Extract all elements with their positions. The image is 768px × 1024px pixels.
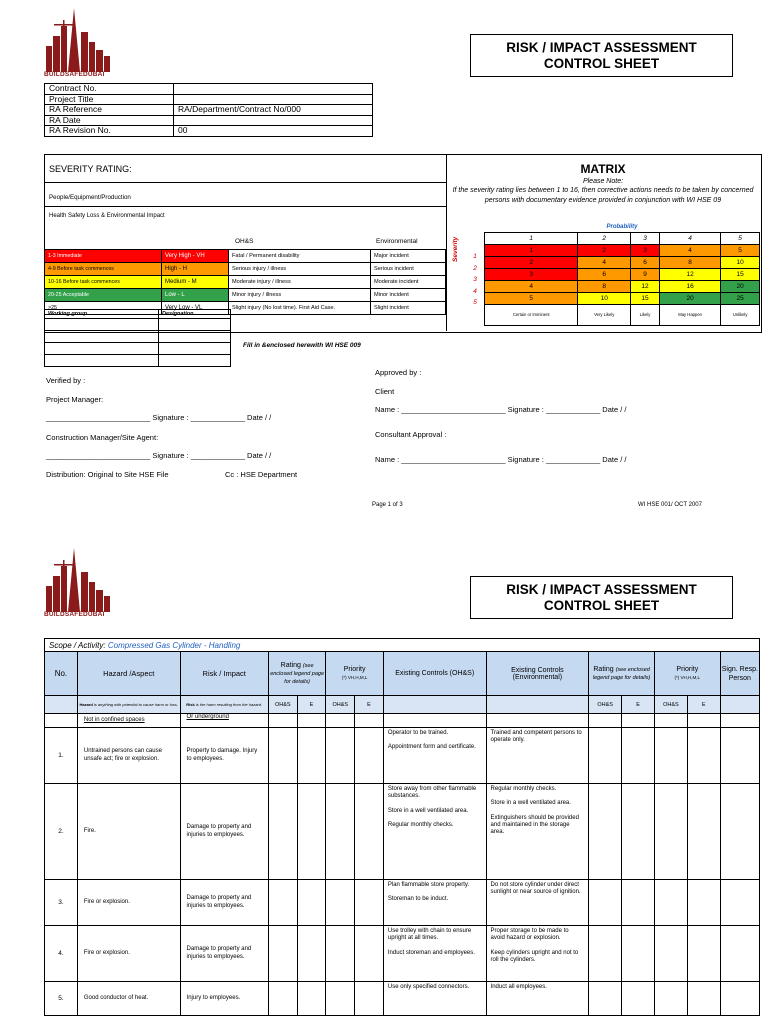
existing-env-cell: Induct all employees. — [486, 982, 589, 1016]
existing-ohs-cell — [383, 714, 486, 728]
env-col-header: Environmental — [376, 238, 418, 245]
severity-range: >25 — [45, 302, 162, 315]
hazard-definition — [77, 696, 180, 714]
page-title-line1: RISK / IMPACT ASSESSMENT — [506, 582, 697, 597]
severity-number: 4 — [473, 287, 477, 295]
severity-ohs: Slight injury (No lost time). First Aid Case. — [229, 302, 371, 315]
matrix-cell: 15 — [721, 269, 760, 281]
sub-e: E — [622, 696, 655, 714]
page-title-line2: CONTROL SHEET — [543, 56, 660, 71]
rating-cell[interactable] — [355, 728, 384, 784]
rating-cell[interactable] — [589, 784, 622, 880]
rating-cell[interactable] — [687, 784, 720, 880]
page-title-box — [470, 34, 733, 77]
rating-cell[interactable] — [268, 728, 297, 784]
rating-label: Rating — [280, 661, 301, 669]
info-label: RA Reference — [45, 105, 174, 116]
rating-cell[interactable] — [654, 926, 687, 982]
severity-level: High - H — [162, 263, 229, 276]
existing-ohs-cell: Use only specified connectors. — [383, 982, 486, 1016]
rating-cell[interactable] — [589, 926, 622, 982]
risk-cell: Damage to property and injuries to employees. — [180, 784, 268, 880]
table-row — [45, 784, 760, 880]
info-value[interactable] — [174, 84, 373, 95]
rating-label: Rating — [593, 665, 614, 673]
rating-cell[interactable] — [654, 784, 687, 880]
matrix-cell: 9 — [631, 269, 660, 281]
severity-ohs: Serious injury / illness — [229, 263, 371, 276]
col-no: No. — [45, 652, 78, 696]
severity-number: 5 — [473, 299, 477, 306]
severity-axis-label: Severity — [452, 236, 459, 262]
row-number: 2. — [45, 784, 78, 880]
info-row — [45, 115, 373, 126]
rating-cell[interactable] — [326, 728, 355, 784]
contract-info-table — [44, 83, 373, 137]
severity-number: 1 — [473, 253, 477, 260]
hazard-cell: Untrained persons can cause unsafe act; fire or explosion. — [77, 728, 180, 784]
info-value[interactable]: RA/Department/Contract No/000 — [174, 105, 373, 116]
severity-row — [45, 276, 446, 289]
table-row — [45, 982, 760, 1016]
info-label: Contract No. — [45, 84, 174, 95]
health-line: Health Safety Loss & Environmental Impact — [49, 213, 165, 219]
client-label: Client — [375, 387, 395, 396]
matrix-prob-label: Unlikely — [721, 305, 760, 326]
matrix-cell: 12 — [660, 269, 721, 281]
hazard-definition-bold: Hazard — [79, 702, 93, 707]
rating-cell[interactable] — [720, 784, 759, 880]
matrix-cell: 25 — [721, 293, 760, 305]
rating-note: (see enclosed legend page for details) — [592, 666, 651, 681]
sub-ohs: OH&S — [268, 696, 297, 714]
priority-label: Priority — [343, 665, 366, 673]
severity-env: Minor incident — [371, 289, 446, 302]
info-label: RA Revision No. — [45, 126, 174, 137]
rating-cell[interactable] — [326, 926, 355, 982]
cc-text: Cc : HSE Department — [225, 470, 298, 479]
matrix-cell: 5 — [721, 245, 760, 257]
col-priority-2 — [654, 652, 720, 696]
matrix-cell: 20 — [660, 293, 721, 305]
existing-ohs-cell: Operator to be trained. Appointment form and certificate. — [383, 728, 486, 784]
company-logo-page2 — [44, 546, 112, 618]
severity-range: 1-3 Immediate — [45, 250, 162, 263]
info-row — [45, 84, 373, 95]
rating-cell[interactable] — [720, 982, 759, 1016]
matrix-cell: 15 — [631, 293, 660, 305]
rating-cell[interactable] — [355, 926, 384, 982]
col-sign: Sign. Resp. Person — [720, 652, 759, 696]
rating-cell[interactable] — [355, 784, 384, 880]
hazard-cell: Fire or explosion. — [77, 926, 180, 982]
rating-cell[interactable] — [720, 728, 759, 784]
rating-cell[interactable] — [268, 880, 297, 926]
col-rating-2 — [589, 652, 655, 696]
matrix-cell: 4 — [578, 257, 631, 269]
rating-cell[interactable] — [687, 714, 720, 728]
skyline-icon — [44, 546, 112, 612]
sub-e: E — [297, 696, 326, 714]
rating-cell[interactable] — [297, 728, 326, 784]
rating-cell[interactable] — [268, 982, 297, 1016]
info-row — [45, 94, 373, 105]
col-existing-env: Existing Controls (Environmental) — [486, 652, 589, 696]
info-value[interactable] — [174, 94, 373, 105]
rating-cell[interactable] — [355, 714, 384, 728]
risk-definition — [180, 696, 268, 714]
designation-header: Designation — [159, 310, 231, 319]
sub-ohs: OH&S — [589, 696, 622, 714]
construction-manager-signature-line[interactable]: _________________________ Signature : _____________ Date / / — [46, 451, 272, 460]
matrix-cell: 4 — [485, 281, 578, 293]
people-line: People/Equipment/Production — [49, 194, 131, 201]
table-row — [45, 728, 760, 784]
row-number — [45, 714, 78, 728]
risk-cell: Damage to property and injuries to employees. — [180, 880, 268, 926]
priority-label: Priority — [676, 665, 699, 673]
matrix-note: If the severity rating lies between 1 to 16, then corrective actions needs to be taken by concerned persons with documentary evidence provided in conjunction with WI HSE 09 — [452, 187, 754, 204]
info-row — [45, 126, 373, 137]
rating-cell[interactable] — [268, 926, 297, 982]
hazard-definition-text: is anything with potential to cause harm or loss. — [92, 702, 178, 707]
priority-note: (*) VH,H,M,L — [674, 674, 701, 680]
matrix-cell: 5 — [485, 293, 578, 305]
rating-cell[interactable] — [654, 982, 687, 1016]
sub-e: E — [355, 696, 384, 714]
probability-label: Probability — [606, 224, 638, 230]
severity-table — [44, 249, 446, 315]
matrix-row — [485, 281, 760, 293]
rating-cell[interactable] — [589, 982, 622, 1016]
rating-cell[interactable] — [720, 880, 759, 926]
approved-by-label: Approved by : — [375, 368, 422, 377]
matrix-cell: 6 — [631, 257, 660, 269]
company-logo — [44, 6, 112, 78]
rating-cell[interactable] — [687, 728, 720, 784]
existing-env-cell: Do not store cylinder under direct sunlight or near source of ignition. — [486, 880, 589, 926]
row-number: 5. — [45, 982, 78, 1016]
severity-level: Low - L — [162, 289, 229, 302]
page-number: Page 1 of 3 — [372, 502, 403, 508]
matrix-cell: 10 — [721, 257, 760, 269]
existing-env-cell: Trained and competent persons to operate only. — [486, 728, 589, 784]
severity-range: 10-16 Before task commences — [45, 276, 162, 289]
matrix-cell: 2 — [485, 257, 578, 269]
rating-cell[interactable] — [654, 714, 687, 728]
consultant-signature-line[interactable]: Name : _________________________ Signature : _____________ Date / / — [375, 455, 627, 464]
rating-cell[interactable] — [622, 784, 655, 880]
existing-ohs-cell: Plan flammable store property. Storeman to be induct. — [383, 880, 486, 926]
severity-env: Slight incident — [371, 302, 446, 315]
info-row — [45, 105, 373, 116]
rating-cell[interactable] — [297, 784, 326, 880]
rating-cell[interactable] — [622, 714, 655, 728]
severity-env: Serious incident — [371, 263, 446, 276]
severity-range: 4-9 Before task commences — [45, 263, 162, 276]
matrix-title: MATRIX — [580, 162, 626, 176]
rating-cell[interactable] — [297, 880, 326, 926]
document-ref: WI HSE 001/ OCT 2007 — [638, 502, 702, 508]
rating-cell[interactable] — [687, 926, 720, 982]
row-number: 3. — [45, 880, 78, 926]
hazard-cell: Fire or explosion. — [77, 880, 180, 926]
scope-label: Scope / Activity: — [49, 640, 106, 650]
matrix-header-row — [485, 233, 760, 245]
sub-ohs: OH&S — [326, 696, 355, 714]
distribution-text: Distribution: Original to Site HSE File — [46, 470, 169, 479]
project-manager-label: Project Manager: — [46, 395, 104, 404]
rating-cell[interactable] — [589, 728, 622, 784]
rating-cell[interactable] — [355, 880, 384, 926]
ohs-col-header: OH&S — [235, 238, 254, 245]
rating-note: (see enclosed legend page for details) — [270, 662, 325, 685]
col-priority — [326, 652, 384, 696]
severity-number: 2 — [473, 264, 477, 272]
risk-cell: Or underground — [180, 714, 268, 728]
matrix-cell: 4 — [660, 245, 721, 257]
info-label: Project Title — [45, 94, 174, 105]
rating-cell[interactable] — [268, 714, 297, 728]
existing-ohs-cell: Store away from other flammable substances. Store in a well ventilated area. Regular monthly checks. — [383, 784, 486, 880]
rating-cell[interactable] — [589, 880, 622, 926]
hazard-cell: Fire. — [77, 784, 180, 880]
matrix-prob-col: 1 — [485, 233, 578, 245]
existing-env-cell — [486, 714, 589, 728]
project-manager-signature-line[interactable]: _________________________ Signature : _____________ Date / / — [46, 413, 272, 422]
matrix-cell: 16 — [660, 281, 721, 293]
rating-cell[interactable] — [326, 714, 355, 728]
sub-ohs: OH&S — [654, 696, 687, 714]
rating-cell[interactable] — [687, 982, 720, 1016]
matrix-prob-label: Certain or Imminent — [485, 305, 578, 326]
severity-ohs: Fatal / Permanent disability — [229, 250, 371, 263]
rating-cell[interactable] — [622, 982, 655, 1016]
matrix-prob-col: 5 — [721, 233, 760, 245]
rating-cell[interactable] — [326, 784, 355, 880]
risk-definition-bold: Risk — [186, 702, 195, 707]
working-group-header: Working group — [45, 310, 159, 319]
matrix-prob-col: 4 — [660, 233, 721, 245]
severity-env: Moderate incident — [371, 276, 446, 289]
matrix-prob-col: 3 — [631, 233, 660, 245]
existing-ohs-cell: Use trolley with chain to ensure upright at all times. Induct storeman and employees. — [383, 926, 486, 982]
rating-cell[interactable] — [326, 880, 355, 926]
col-hazard: Hazard /Aspect — [77, 652, 180, 696]
scope-row — [45, 639, 760, 652]
page-title-box-page2 — [470, 576, 733, 619]
client-signature-line[interactable]: Name : _________________________ Signature : _____________ Date / / — [375, 405, 627, 414]
info-value[interactable]: 00 — [174, 126, 373, 137]
matrix-cell: 3 — [631, 245, 660, 257]
info-label: RA Date — [45, 115, 174, 126]
severity-level: Medium - M — [162, 276, 229, 289]
matrix-prob-label: Likely — [631, 305, 660, 326]
sub-e: E — [687, 696, 720, 714]
matrix-cell: 3 — [485, 269, 578, 281]
construction-manager-label: Construction Manager/Site Agent: — [46, 433, 159, 442]
divider — [44, 182, 446, 183]
matrix-cell: 20 — [721, 281, 760, 293]
matrix-cell: 12 — [631, 281, 660, 293]
rating-cell[interactable] — [297, 982, 326, 1016]
row-number: 4. — [45, 926, 78, 982]
matrix-prob-labels-row — [485, 305, 760, 326]
severity-row — [45, 263, 446, 276]
rating-cell[interactable] — [589, 714, 622, 728]
matrix-prob-col: 2 — [578, 233, 631, 245]
rating-cell[interactable] — [622, 880, 655, 926]
matrix-row — [485, 257, 760, 269]
rating-cell[interactable] — [355, 982, 384, 1016]
severity-title: SEVERITY RATING: — [49, 164, 132, 174]
severity-range: 20-25 Acceptable — [45, 289, 162, 302]
verified-by-label: Verified by : — [46, 376, 86, 385]
page-title-line1: RISK / IMPACT ASSESSMENT — [506, 40, 697, 55]
severity-level: Very Low - VL — [162, 302, 229, 315]
row-number: 1. — [45, 728, 78, 784]
priority-note: (*) VH,H,M,L — [341, 674, 368, 680]
matrix-cell: 8 — [660, 257, 721, 269]
logo-text: BUILDSAFEDUBAI — [44, 611, 105, 618]
rating-cell[interactable] — [622, 926, 655, 982]
rating-cell[interactable] — [720, 926, 759, 982]
consultant-approval-label: Consultant Approval : — [375, 430, 447, 439]
matrix-row — [485, 269, 760, 281]
risk-cell: Damage to property and injuries to employees. — [180, 926, 268, 982]
existing-env-cell: Regular monthly checks. Store in a well ventilated area. Extinguishers should be provided and maintained in the storage area. — [486, 784, 589, 880]
fill-in-note: Fill in &enclosed herewith WI HSE 009 — [243, 342, 361, 349]
matrix-row — [485, 293, 760, 305]
existing-env-cell: Proper storage to be made to avoid hazard or explosion. Keep cylinders upright and not to roll the cylinders. — [486, 926, 589, 982]
skyline-icon — [44, 6, 112, 72]
info-value[interactable] — [174, 115, 373, 126]
col-existing-ohs: Existing Controls (OH&S) — [383, 652, 486, 696]
severity-number: 3 — [473, 276, 477, 283]
matrix-cell: 2 — [578, 245, 631, 257]
matrix-row — [485, 245, 760, 257]
severity-ohs: Moderate injury / illness — [229, 276, 371, 289]
col-risk: Risk / Impact — [180, 652, 268, 696]
rating-cell[interactable] — [297, 926, 326, 982]
matrix-cell: 6 — [578, 269, 631, 281]
col-rating — [268, 652, 326, 696]
matrix-prob-label: Very Likely — [578, 305, 631, 326]
rating-cell[interactable] — [720, 714, 759, 728]
severity-env: Major incident — [371, 250, 446, 263]
severity-ohs: Minor injury / illness — [229, 289, 371, 302]
rating-cell[interactable] — [297, 714, 326, 728]
rating-cell[interactable] — [687, 880, 720, 926]
risk-definition-text: is the harm resulting from the hazard. — [194, 702, 263, 707]
table-row — [45, 926, 760, 982]
matrix-please-note: Please Note: — [582, 178, 624, 185]
hazard-cell: Not in confined spaces — [77, 714, 180, 728]
matrix-cell: 10 — [578, 293, 631, 305]
matrix-cell: 1 — [485, 245, 578, 257]
risk-cell: Property to damage. Injury to employees. — [180, 728, 268, 784]
rating-cell[interactable] — [654, 880, 687, 926]
divider — [44, 206, 446, 207]
scope-value: Compressed Gas Cylinder - Handling — [107, 640, 241, 650]
rating-cell[interactable] — [622, 728, 655, 784]
matrix-cell: 8 — [578, 281, 631, 293]
table-row — [45, 880, 760, 926]
working-group-table — [44, 309, 231, 367]
table-row — [45, 714, 760, 728]
severity-row — [45, 250, 446, 263]
rating-cell[interactable] — [326, 982, 355, 1016]
severity-level: Very High - VH — [162, 250, 229, 263]
severity-row — [45, 289, 446, 302]
rating-cell[interactable] — [268, 784, 297, 880]
hazard-cell: Good conductor of heat. — [77, 982, 180, 1016]
risk-cell: Injury to employees. — [180, 982, 268, 1016]
page-title-line2: CONTROL SHEET — [543, 598, 660, 613]
logo-text: BUILDSAFEDUBAI — [44, 71, 105, 78]
risk-matrix-table — [484, 232, 760, 326]
risk-assessment-table — [44, 638, 760, 1016]
rating-cell[interactable] — [654, 728, 687, 784]
matrix-prob-label: May Happen — [660, 305, 721, 326]
